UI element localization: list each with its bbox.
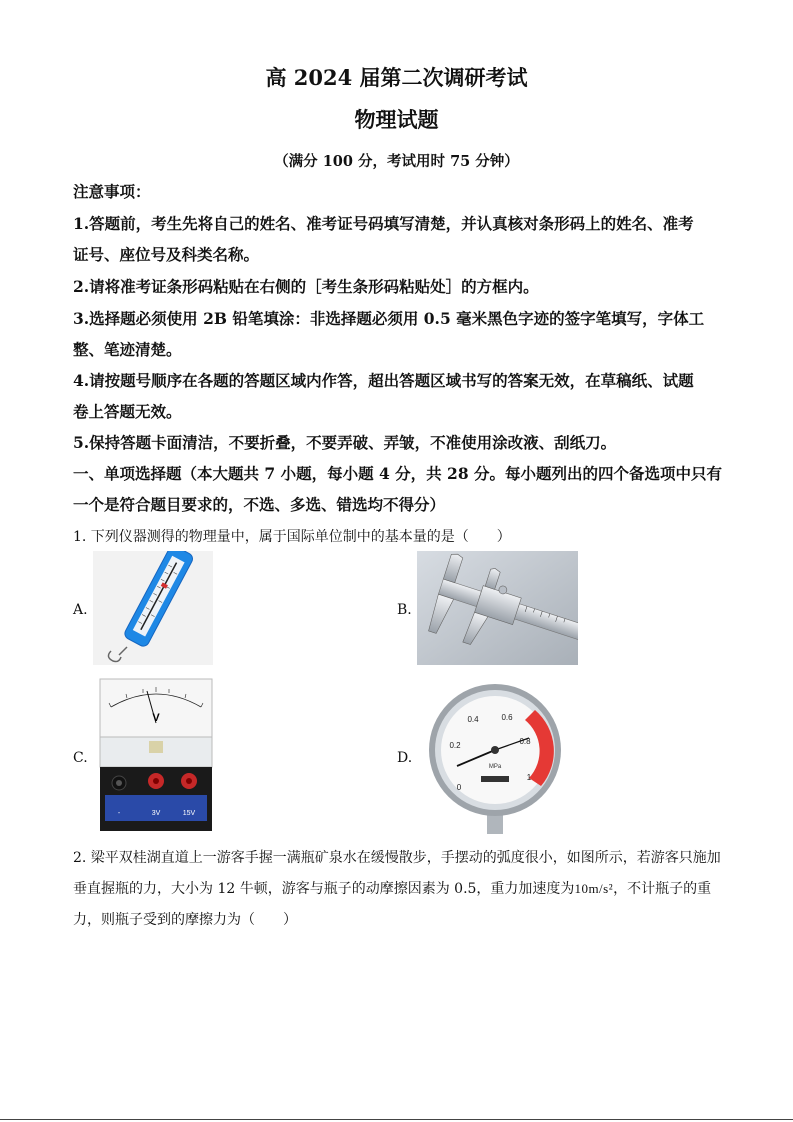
spring-scale-photo	[93, 551, 213, 665]
question-2-line-1: 2. 梁平双桂湖直道上一游客手握一满瓶矿泉水在缓慢散步，手摆动的弧度很小，如图所示，若游客只施加	[73, 850, 721, 866]
option-a-label: A.	[73, 602, 88, 618]
question-2-line-2-tail: ，不计瓶子的重	[613, 881, 712, 897]
exam-title: 高 2024 届第二次调研考试	[265, 65, 528, 90]
gauge-unit: MPa	[488, 764, 502, 770]
note-4-line-2: 卷上答题无效。	[73, 402, 182, 421]
gauge-tick-1: 1	[526, 773, 532, 782]
voltmeter-photo	[97, 677, 215, 834]
gravity-unit: 10m/s²	[574, 881, 614, 896]
terminal-label-minus: -	[117, 810, 121, 817]
section-1-line-2: 一个是符合题目要求的，不选、多选、错选均不得分）	[73, 495, 446, 514]
terminal-label-3v: 3V	[151, 810, 161, 817]
question-1-stem: 1. 下列仪器测得的物理量中，属于国际单位制中的基本量的是（ ）	[73, 529, 511, 545]
note-2: 2.请将准考证条形码粘贴在右侧的［考生条形码粘贴处］的方框内。	[73, 277, 539, 296]
terminal-label-15v: 15V	[182, 810, 196, 817]
voltmeter-dial-letter: V	[152, 712, 160, 724]
question-2-line-3: 力，则瓶子受到的摩擦力为（ ）	[73, 912, 297, 928]
pressure-gauge-photo	[417, 680, 573, 834]
note-1-line-2: 证号、座位号及科类名称。	[73, 245, 260, 264]
option-c-label: C.	[73, 750, 88, 766]
gauge-tick-0: 0	[456, 783, 462, 792]
note-4-line-1: 4.请按题号顺序在各题的答题区域内作答，超出答题区域书写的答案无效，在草稿纸、试题	[73, 371, 694, 390]
question-2-line-2-text: 垂直握瓶的力，大小为 12 牛顿，游客与瓶子的动摩擦因素为 0.5，重力加速度为	[73, 881, 575, 897]
note-3-line-2: 整、笔迹清楚。	[73, 340, 182, 359]
notes-heading: 注意事项：	[73, 182, 151, 201]
section-1-line-1: 一、单项选择题（本大题共 7 小题，每小题 4 分，共 28 分。每小题列出的四个备选项中只有	[73, 464, 723, 483]
note-5: 5.保持答题卡面清洁，不要折叠，不要弄破、弄皱，不准使用涂改液、刮纸刀。	[73, 433, 617, 452]
option-d-label: D.	[397, 750, 413, 766]
gauge-tick-0-2: 0.2	[449, 741, 461, 750]
gauge-tick-0-6: 0.6	[501, 713, 513, 722]
subject-title: 物理试题	[354, 107, 439, 132]
exam-subtitle: （满分 100 分，考试用时 75 分钟）	[274, 153, 519, 170]
gauge-tick-0-4: 0.4	[467, 715, 479, 724]
gauge-tick-0-8: 0.8	[519, 737, 531, 746]
note-3-line-1: 3.选择题必须使用 2B 铅笔填涂：非选择题必须用 0.5 毫米黑色字迹的签字笔填写，字体工	[73, 309, 705, 328]
question-2-line-2	[73, 878, 733, 898]
vernier-caliper-photo	[417, 551, 578, 665]
page-bottom-rule	[0, 1119, 793, 1120]
note-1-line-1: 1.答题前，考生先将自己的姓名、准考证号码填写清楚，并认真核对条形码上的姓名、准考	[73, 214, 694, 233]
option-b-label: B.	[397, 602, 412, 618]
